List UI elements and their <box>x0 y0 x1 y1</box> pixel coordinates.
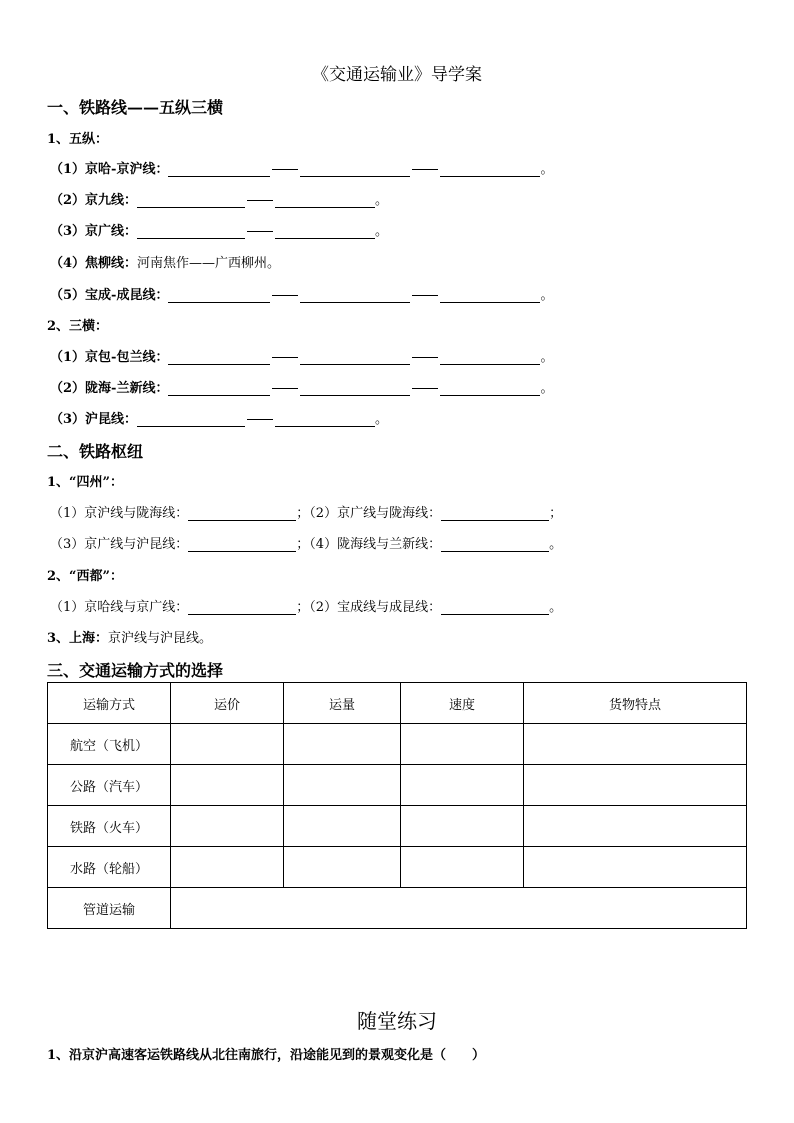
line-end: 。 <box>375 193 389 208</box>
section1-sub2: 2、三横： <box>47 319 109 334</box>
line-label: （5）宝成-成昆线： <box>50 288 169 303</box>
line-jingha <box>50 158 553 177</box>
line-end: 。 <box>549 600 563 615</box>
table-row <box>48 806 747 847</box>
separator: ； <box>296 537 310 552</box>
mode-cell: 管道运输 <box>48 888 171 929</box>
transport-table <box>47 682 747 929</box>
mode-vehicle: （飞机） <box>96 738 149 754</box>
section1-heading: 一、铁路线——五纵三横 <box>47 98 224 117</box>
header-cell: 运输方式 <box>48 683 171 724</box>
line-end: 。 <box>540 381 554 396</box>
table-cell[interactable] <box>524 765 747 806</box>
practice-title: 随堂练习 <box>357 1009 437 1033</box>
line-jingguang <box>50 220 388 239</box>
line-end: 。 <box>540 288 554 303</box>
line-jingjiu <box>50 189 388 208</box>
mode-cell <box>48 847 171 888</box>
line-jiaoliu <box>50 252 280 271</box>
hub-label: （3）京广线与沪昆线： <box>50 537 189 552</box>
line-end: 。 <box>375 224 389 239</box>
line-longhai <box>50 377 553 396</box>
table-row <box>48 847 747 888</box>
mode-name: 铁路 <box>69 820 96 836</box>
line-text: 河南焦作——广西柳州。 <box>137 256 281 271</box>
table-cell[interactable] <box>401 724 524 765</box>
line-end: 。 <box>540 350 554 365</box>
section2-sub2: 2、“西都”： <box>47 569 124 584</box>
shanghai-label: 3、上海： <box>47 631 109 646</box>
table-cell[interactable] <box>284 806 401 847</box>
table-header-row <box>48 683 747 724</box>
hub-label: （1）京哈线与京广线： <box>50 600 189 615</box>
table-cell[interactable] <box>524 806 747 847</box>
line-label: （2）陇海-兰新线： <box>50 381 169 396</box>
header-cell: 运量 <box>284 683 401 724</box>
table-row <box>48 765 747 806</box>
mode-cell <box>48 806 171 847</box>
mode-name: 水路 <box>69 861 96 877</box>
hub-label: （1）京沪线与陇海线： <box>50 506 189 521</box>
page-title: 《交通运输业》导学案 <box>312 65 482 85</box>
table-cell[interactable] <box>401 806 524 847</box>
practice-question-1: 1、沿京沪高速客运铁路线从北往南旅行，沿途能见到的景观变化是（ ） <box>47 1048 486 1063</box>
line-baocheng <box>50 284 553 303</box>
mode-name: 公路 <box>69 779 96 795</box>
mode-cell <box>48 765 171 806</box>
header-cell: 货物特点 <box>524 683 747 724</box>
xidu-row <box>50 596 562 615</box>
table-cell[interactable] <box>401 847 524 888</box>
line-label: （2）京九线： <box>50 193 138 208</box>
line-end: 。 <box>549 537 563 552</box>
line-jingbao <box>50 346 553 365</box>
table-cell[interactable] <box>171 847 284 888</box>
table-cell[interactable] <box>171 765 284 806</box>
line-hukun <box>50 408 388 427</box>
hub-label: （2）宝成线与成昆线： <box>309 600 442 615</box>
line-label: （4）焦柳线： <box>50 256 138 271</box>
table-cell[interactable] <box>284 765 401 806</box>
shanghai-text: 京沪线与沪昆线。 <box>108 631 213 646</box>
mode-vehicle: （火车） <box>96 820 149 836</box>
table-row <box>48 724 747 765</box>
shanghai-row <box>47 627 212 646</box>
header-cell: 速度 <box>401 683 524 724</box>
line-label: （3）沪昆线： <box>50 412 138 427</box>
table-cell[interactable] <box>401 765 524 806</box>
mode-vehicle: （汽车） <box>96 779 149 795</box>
mode-vehicle: （轮船） <box>96 861 149 877</box>
line-end: ； <box>549 506 563 521</box>
table-cell[interactable] <box>171 806 284 847</box>
section3-heading: 三、交通运输方式的选择 <box>47 661 224 680</box>
section2-sub1: 1、“四州”： <box>47 475 124 490</box>
separator: ； <box>296 506 310 521</box>
section2-heading: 二、铁路枢纽 <box>47 442 144 461</box>
section1-sub1: 1、五纵： <box>47 132 109 147</box>
line-end: 。 <box>540 162 554 177</box>
sizhou-row-2 <box>50 533 562 552</box>
table-cell[interactable] <box>171 724 284 765</box>
line-label: （1）京包-包兰线： <box>50 350 169 365</box>
line-label: （3）京广线： <box>50 224 138 239</box>
mode-name: 航空 <box>69 738 96 754</box>
table-cell[interactable] <box>524 724 747 765</box>
table-cell[interactable] <box>524 847 747 888</box>
table-cell[interactable] <box>284 847 401 888</box>
header-cell: 运价 <box>171 683 284 724</box>
hub-label: （2）京广线与陇海线： <box>309 506 442 521</box>
table-cell[interactable] <box>171 888 747 929</box>
separator: ； <box>296 600 310 615</box>
mode-cell <box>48 724 171 765</box>
table-row <box>48 888 747 929</box>
hub-label: （4）陇海线与兰新线： <box>309 537 442 552</box>
sizhou-row-1 <box>50 502 562 521</box>
line-label: （1）京哈-京沪线： <box>50 162 169 177</box>
table-cell[interactable] <box>284 724 401 765</box>
line-end: 。 <box>375 412 389 427</box>
